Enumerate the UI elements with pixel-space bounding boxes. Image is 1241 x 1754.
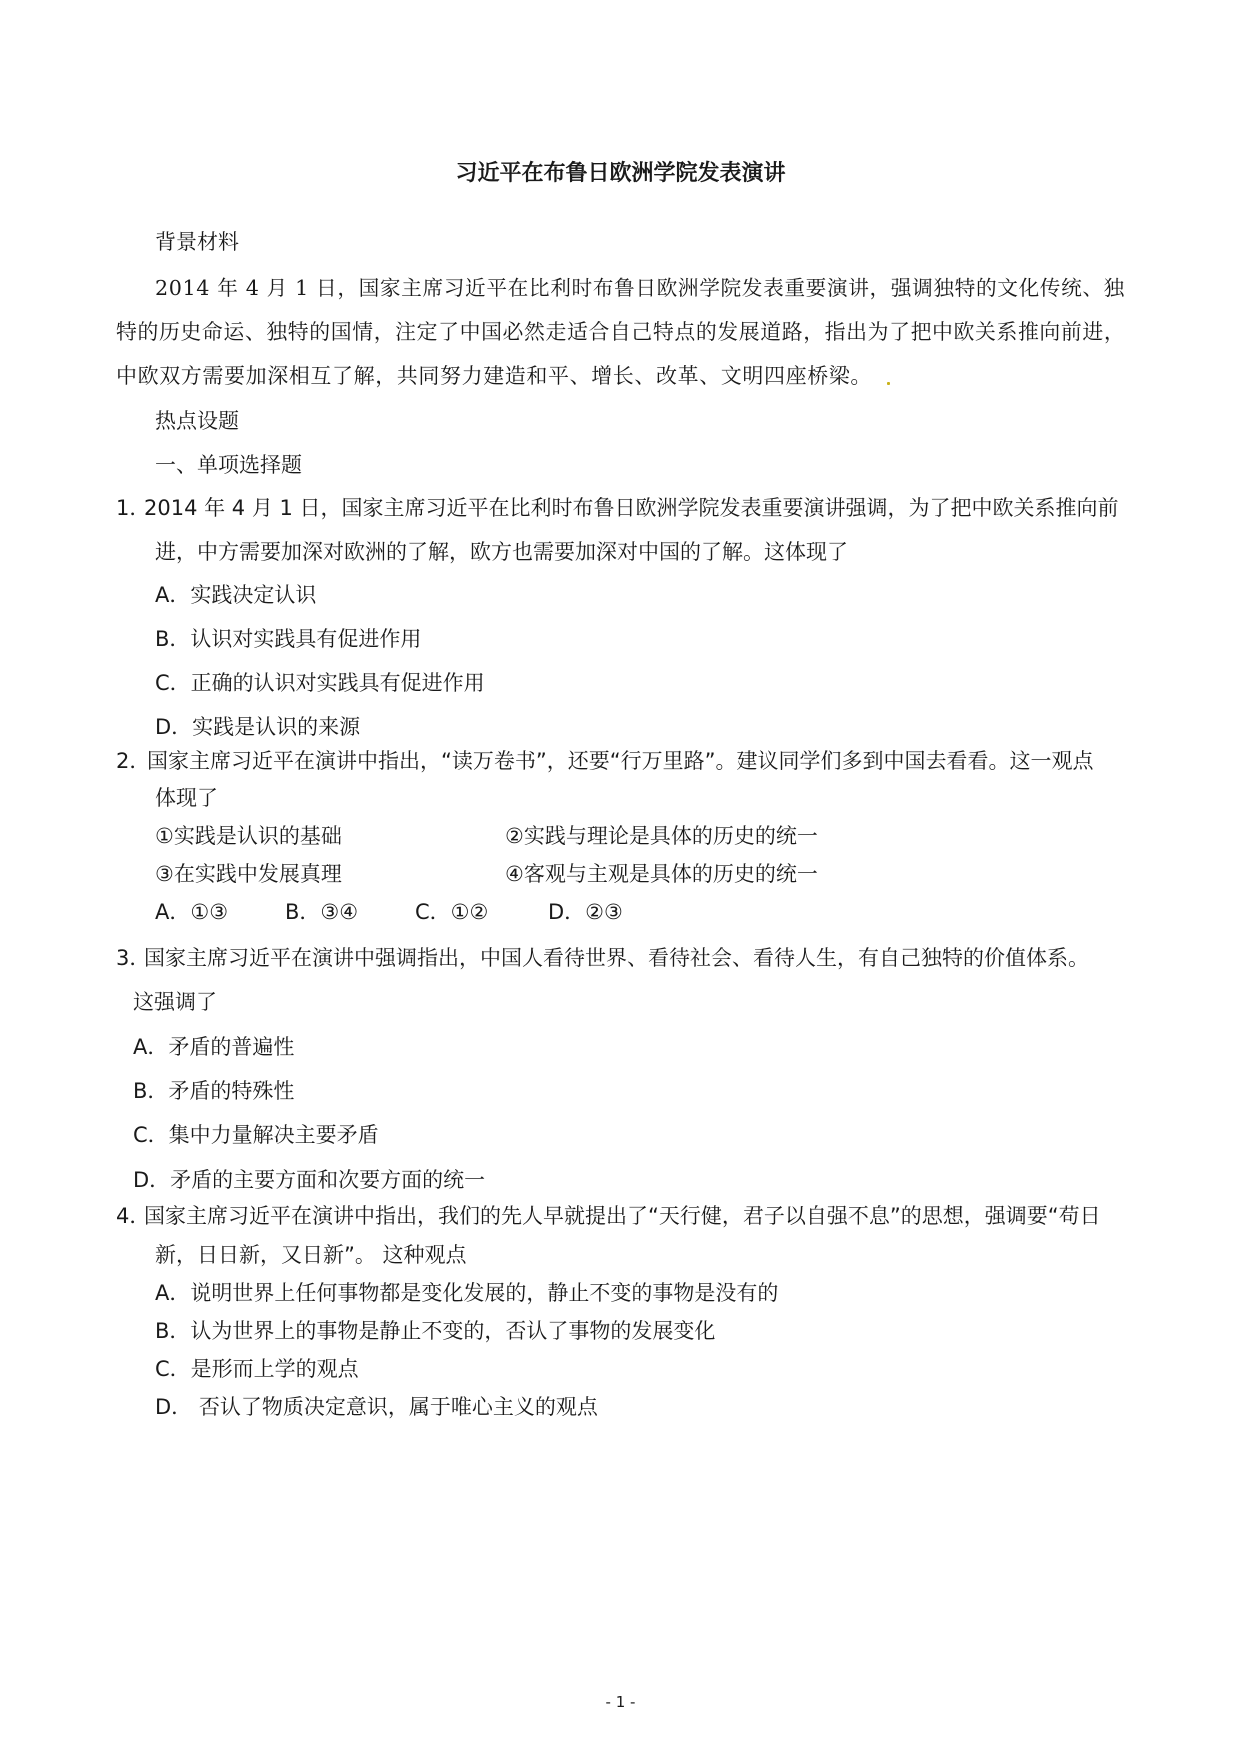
- question-4-number: 4．: [116, 1204, 151, 1228]
- question-3-option-c: C．集中力量解决主要矛盾: [133, 1123, 379, 1147]
- question-4-option-b: B．认为世界上的事物是静止不变的，否认了事物的发展变化: [155, 1319, 716, 1343]
- background-heading: 背景材料: [155, 230, 239, 254]
- question-2-statement-3: ③在实践中发展真理: [155, 862, 342, 886]
- question-2-option-a: A．①③: [155, 900, 229, 924]
- question-2-statement-2: ②实践与理论是具体的历史的统一: [505, 824, 818, 848]
- question-2-option-d: D．②③: [548, 900, 623, 924]
- question-1-option-a: A．实践决定认识: [155, 583, 317, 607]
- question-1-option-c: C．正确的认识对实践具有促进作用: [155, 671, 485, 695]
- section-heading: 一、单项选择题: [155, 453, 302, 477]
- question-4-option-c: C．是形而上学的观点: [155, 1357, 359, 1381]
- question-2-option-c: C．①②: [415, 900, 489, 924]
- question-2-line-1: 国家主席习近平在演讲中指出，“读万卷书”，还要“行万里路”。建议同学们多到中国去看看。这一观点: [147, 749, 1094, 773]
- page-title: 习近平在布鲁日欧洲学院发表演讲: [455, 161, 786, 186]
- question-2-statement-4: ④客观与主观是具体的历史的统一: [505, 862, 818, 886]
- question-1-line-1: 2014 年 4 月 1 日，国家主席习近平在比利时布鲁日欧洲学院发表重要演讲强调，为了把中欧关系推向前: [144, 496, 1119, 520]
- question-4-line-2: 新，日日新，又日新”。 这种观点: [155, 1243, 467, 1267]
- background-line-1: 2014 年 4 月 1 日，国家主席习近平在比利时布鲁日欧洲学院发表重要演讲，强调独特的文化传统、独: [155, 276, 1125, 300]
- question-4-line-1: 国家主席习近平在演讲中指出，我们的先人早就提出了“天行健，君子以自强不息”的思想，强调要“苟日: [144, 1204, 1101, 1228]
- background-line-2: 特的历史命运、独特的国情，注定了中国必然走适合自己特点的发展道路，指出为了把中欧关系推向前进，: [116, 320, 1126, 344]
- question-4-option-d: D． 否认了物质决定意识，属于唯心主义的观点: [155, 1395, 598, 1419]
- question-2-line-2: 体现了: [155, 786, 218, 810]
- hot-topic-heading: 热点设题: [155, 409, 239, 433]
- question-1-number: 1．: [116, 496, 151, 520]
- question-3-line-2: 这强调了: [133, 990, 217, 1014]
- question-3-option-b: B．矛盾的特殊性: [133, 1079, 295, 1103]
- question-3-number: 3．: [116, 946, 151, 970]
- page-number: - 1 -: [605, 1693, 636, 1711]
- question-3-option-d: D．矛盾的主要方面和次要方面的统一: [133, 1168, 486, 1192]
- question-2-statement-1: ①实践是认识的基础: [155, 824, 342, 848]
- yellow-mark: [887, 382, 890, 385]
- question-4-option-a: A．说明世界上任何事物都是变化发展的，静止不变的事物是没有的: [155, 1281, 779, 1305]
- question-2-number: 2．: [116, 749, 151, 773]
- question-1-option-d: D．实践是认识的来源: [155, 715, 361, 739]
- question-2-option-b: B．③④: [285, 900, 359, 924]
- question-3-line-1: 国家主席习近平在演讲中强调指出，中国人看待世界、看待社会、看待人生，有自己独特的价值体系。: [144, 946, 1089, 970]
- question-1-option-b: B．认识对实践具有促进作用: [155, 627, 422, 651]
- question-1-line-2: 进，中方需要加深对欧洲的了解，欧方也需要加深对中国的了解。这体现了: [155, 540, 848, 564]
- question-3-option-a: A．矛盾的普遍性: [133, 1035, 295, 1059]
- background-line-3: 中欧双方需要加深相互了解，共同努力建造和平、增长、改革、文明四座桥梁。: [116, 364, 872, 388]
